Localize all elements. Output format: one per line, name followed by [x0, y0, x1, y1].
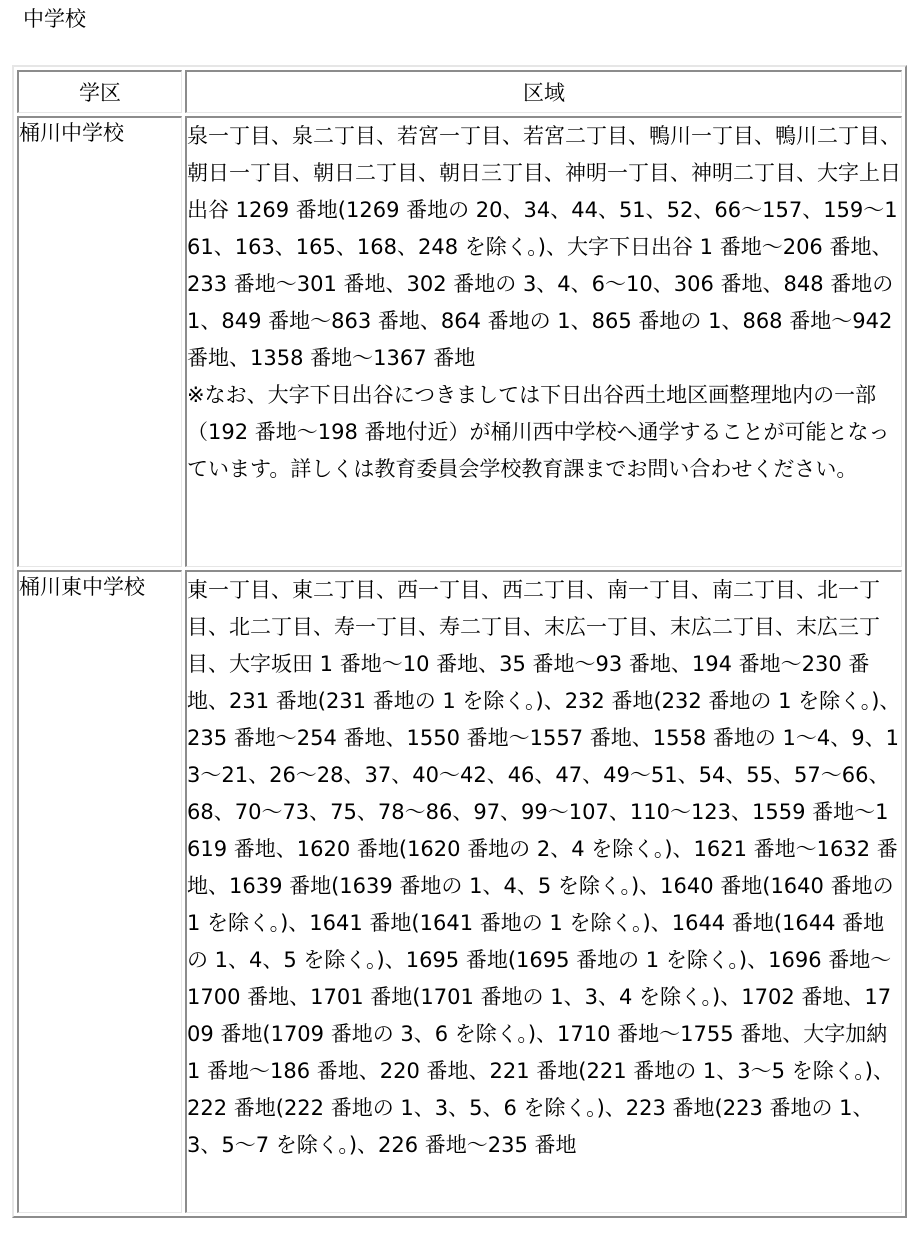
header-district: 学区 — [17, 70, 182, 113]
area-text: 東一丁目、東二丁目、西一丁目、西二丁目、南一丁目、南二丁目、北一丁目、北二丁目、寿一丁目、寿二丁目、末広一丁目、末広二丁目、末広三丁目、大字坂田 1 番地～10 番地、35 番地～93 番地、194 番地～230 番地、231 番地(231 番地の 1 を除く。)、232 番地(232 番地の 1 を除く。)、235 番地～254 番地、1550 番地～1557 番地、1558 番地の 1～4、9、13～21、26～28、37、40～42、46、47、49～51、54、55、57～66、68、70～73、75、78～86、97、99～107、110～123、1559 番地～1619 番地、1620 番地(1620 番地の 2、4 を除く。)、1621 番地～1632 番地、1639 番地(1639 番地の 1、4、5 を除く。)、1640 番地(1640 番地の 1 を除く。)、1641 番地(1641 番地の 1 を除く。)、1644 番地(1644 番地の 1、4、5 を除く。)、1695 番地(1695 番地の 1 を除く。)、1696 番地～1700 番地、1701 番地(1701 番地の 1、3、4 を除く。)、1702 番地、1709 番地(1709 番地の 3、6 を除く。)、1710 番地～1755 番地、大字加納 1 番地～186 番地、220 番地、221 番地(221 番地の 1、3～5 を除く。)、222 番地(222 番地の 1、3、5、6 を除く。)、223 番地(223 番地の 1、3、5～7 を除く。)、226 番地～235 番地 — [187, 578, 901, 1157]
area-cell — [185, 116, 902, 567]
area-note: ※なお、大字下日出谷につきましては下日出谷西土地区画整理地内の一部（192 番地～198 番地付近）が桶川西中学校へ通学することが可能となっています。詳しくは教育委員会学校教育課までお問い合わせください。 — [187, 383, 890, 481]
header-area: 区域 — [185, 70, 902, 113]
school-name-cell: 桶川東中学校 — [17, 570, 182, 1213]
table-row — [17, 570, 902, 1213]
page-title: 中学校 — [23, 7, 86, 31]
school-name-cell: 桶川中学校 — [17, 116, 182, 567]
table-header-row — [17, 70, 902, 113]
area-text: 泉一丁目、泉二丁目、若宮一丁目、若宮二丁目、鴨川一丁目、鴨川二丁目、朝日一丁目、朝日二丁目、朝日三丁目、神明一丁目、神明二丁目、大字上日出谷 1269 番地(1269 番地の 20、34、44、51、52、66～157、159～161、163、165、168、248 を除く。)、大字下日出谷 1 番地～206 番地、233 番地～301 番地、302 番地の 3、4、6～10、306 番地、848 番地の 1、849 番地～863 番地、864 番地の 1、865 番地の 1、868 番地～942 番地、1358 番地～1367 番地 — [187, 124, 901, 370]
table-row — [17, 116, 902, 567]
school-district-table — [12, 65, 907, 1218]
area-cell — [185, 570, 902, 1213]
